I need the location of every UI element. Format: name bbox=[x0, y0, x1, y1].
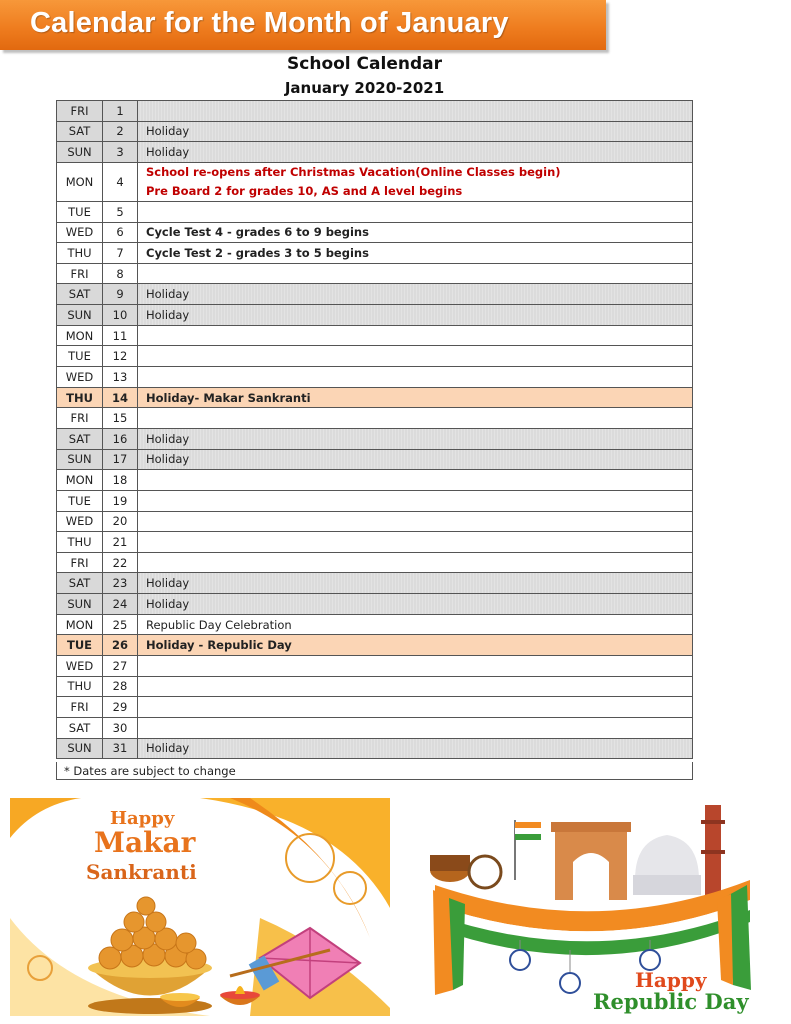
date-cell: 3 bbox=[103, 142, 138, 163]
event-cell bbox=[138, 511, 693, 532]
event-cell: Holiday bbox=[138, 142, 693, 163]
day-cell: THU bbox=[57, 676, 103, 697]
day-cell: FRI bbox=[57, 552, 103, 573]
calendar-row bbox=[57, 201, 693, 222]
event-cell bbox=[138, 552, 693, 573]
date-cell: 22 bbox=[103, 552, 138, 573]
calendar-row bbox=[57, 738, 693, 759]
day-cell: SUN bbox=[57, 305, 103, 326]
event-cell bbox=[138, 676, 693, 697]
date-cell: 15 bbox=[103, 408, 138, 429]
event-cell: Holiday - Republic Day bbox=[138, 635, 693, 656]
event-cell: Holiday bbox=[138, 284, 693, 305]
calendar-row bbox=[57, 614, 693, 635]
event-cell bbox=[138, 532, 693, 553]
date-cell: 13 bbox=[103, 367, 138, 388]
calendar-row bbox=[57, 121, 693, 142]
date-cell: 9 bbox=[103, 284, 138, 305]
date-cell: 25 bbox=[103, 614, 138, 635]
day-cell: WED bbox=[57, 656, 103, 677]
day-cell: TUE bbox=[57, 346, 103, 367]
footnote: * Dates are subject to change bbox=[56, 762, 693, 780]
day-cell: SAT bbox=[57, 428, 103, 449]
date-cell: 7 bbox=[103, 243, 138, 264]
calendar-row bbox=[57, 635, 693, 656]
calendar-row bbox=[57, 532, 693, 553]
day-cell: TUE bbox=[57, 490, 103, 511]
event-cell: Cycle Test 4 - grades 6 to 9 begins bbox=[138, 222, 693, 243]
date-cell: 30 bbox=[103, 717, 138, 738]
calendar-row bbox=[57, 511, 693, 532]
calendar-table bbox=[56, 100, 693, 759]
date-cell: 1 bbox=[103, 101, 138, 122]
day-cell: MON bbox=[57, 614, 103, 635]
event-cell bbox=[138, 656, 693, 677]
event-cell: Holiday bbox=[138, 573, 693, 594]
makar-happy-text: Happy bbox=[110, 808, 175, 829]
date-cell: 12 bbox=[103, 346, 138, 367]
day-cell: SUN bbox=[57, 594, 103, 615]
day-cell: WED bbox=[57, 511, 103, 532]
republic-day-text: Republic Day bbox=[593, 989, 749, 1014]
day-cell: FRI bbox=[57, 408, 103, 429]
day-cell: FRI bbox=[57, 697, 103, 718]
calendar-row bbox=[57, 552, 693, 573]
republic-happy-text: Happy bbox=[635, 968, 707, 992]
calendar-row bbox=[57, 222, 693, 243]
calendar-row bbox=[57, 346, 693, 367]
day-cell: SAT bbox=[57, 121, 103, 142]
event-cell bbox=[138, 101, 693, 122]
date-cell: 2 bbox=[103, 121, 138, 142]
calendar-row bbox=[57, 367, 693, 388]
calendar-row bbox=[57, 162, 693, 201]
date-cell: 5 bbox=[103, 201, 138, 222]
date-cell: 16 bbox=[103, 428, 138, 449]
event-cell: Cycle Test 2 - grades 3 to 5 begins bbox=[138, 243, 693, 264]
date-cell: 4 bbox=[103, 162, 138, 201]
day-cell: THU bbox=[57, 532, 103, 553]
day-cell: SAT bbox=[57, 573, 103, 594]
title-banner bbox=[0, 0, 606, 50]
date-cell: 20 bbox=[103, 511, 138, 532]
document-subtitle: January 2020-2021 bbox=[284, 79, 445, 97]
date-cell: 6 bbox=[103, 222, 138, 243]
day-cell: SUN bbox=[57, 738, 103, 759]
date-cell: 26 bbox=[103, 635, 138, 656]
event-cell bbox=[138, 346, 693, 367]
calendar-row bbox=[57, 676, 693, 697]
day-cell: WED bbox=[57, 367, 103, 388]
calendar-row bbox=[57, 697, 693, 718]
event-line: Pre Board 2 for grades 10, AS and A level begins bbox=[146, 183, 463, 198]
event-cell bbox=[138, 697, 693, 718]
date-cell: 24 bbox=[103, 594, 138, 615]
event-line: School re-opens after Christmas Vacation(Online Classes begin) bbox=[146, 164, 561, 179]
day-cell: SUN bbox=[57, 449, 103, 470]
event-cell: Holiday bbox=[138, 449, 693, 470]
event-cell: Holiday- Makar Sankranti bbox=[138, 387, 693, 408]
date-cell: 28 bbox=[103, 676, 138, 697]
calendar-row bbox=[57, 284, 693, 305]
republic-day-illustration bbox=[405, 800, 780, 1015]
date-cell: 14 bbox=[103, 387, 138, 408]
calendar-row bbox=[57, 594, 693, 615]
calendar-row bbox=[57, 243, 693, 264]
calendar-row bbox=[57, 428, 693, 449]
document-title: School Calendar bbox=[287, 54, 442, 74]
calendar-row bbox=[57, 470, 693, 491]
event-cell bbox=[138, 367, 693, 388]
day-cell: FRI bbox=[57, 101, 103, 122]
date-cell: 23 bbox=[103, 573, 138, 594]
date-cell: 19 bbox=[103, 490, 138, 511]
day-cell: SUN bbox=[57, 142, 103, 163]
calendar-row bbox=[57, 101, 693, 122]
day-cell: WED bbox=[57, 222, 103, 243]
calendar-row bbox=[57, 325, 693, 346]
event-cell bbox=[138, 470, 693, 491]
calendar-row bbox=[57, 408, 693, 429]
makar-sankranti-illustration bbox=[10, 798, 390, 1016]
sankranti-text: Sankranti bbox=[86, 860, 197, 884]
calendar-row bbox=[57, 142, 693, 163]
day-cell: MON bbox=[57, 470, 103, 491]
date-cell: 29 bbox=[103, 697, 138, 718]
event-cell: Holiday bbox=[138, 594, 693, 615]
date-cell: 18 bbox=[103, 470, 138, 491]
banner-title: Calendar for the Month of January bbox=[30, 7, 509, 39]
calendar-row bbox=[57, 387, 693, 408]
calendar-row bbox=[57, 449, 693, 470]
calendar-row bbox=[57, 263, 693, 284]
event-cell: Republic Day Celebration bbox=[138, 614, 693, 635]
event-cell bbox=[138, 325, 693, 346]
makar-sankranti-image bbox=[10, 798, 390, 1016]
event-cell bbox=[138, 263, 693, 284]
date-cell: 27 bbox=[103, 656, 138, 677]
republic-day-image bbox=[405, 800, 780, 1015]
day-cell: SAT bbox=[57, 284, 103, 305]
event-cell: Holiday bbox=[138, 428, 693, 449]
day-cell: MON bbox=[57, 325, 103, 346]
day-cell: TUE bbox=[57, 635, 103, 656]
date-cell: 10 bbox=[103, 305, 138, 326]
date-cell: 17 bbox=[103, 449, 138, 470]
event-cell bbox=[138, 162, 693, 201]
calendar-row bbox=[57, 656, 693, 677]
date-cell: 21 bbox=[103, 532, 138, 553]
day-cell: THU bbox=[57, 243, 103, 264]
event-cell bbox=[138, 717, 693, 738]
event-cell: Holiday bbox=[138, 305, 693, 326]
event-cell bbox=[138, 408, 693, 429]
makar-text: Makar bbox=[94, 826, 196, 859]
calendar-row bbox=[57, 717, 693, 738]
event-cell bbox=[138, 201, 693, 222]
event-cell: Holiday bbox=[138, 121, 693, 142]
calendar-row bbox=[57, 490, 693, 511]
event-cell bbox=[138, 490, 693, 511]
day-cell: TUE bbox=[57, 201, 103, 222]
date-cell: 11 bbox=[103, 325, 138, 346]
day-cell: SAT bbox=[57, 717, 103, 738]
date-cell: 8 bbox=[103, 263, 138, 284]
day-cell: FRI bbox=[57, 263, 103, 284]
event-cell: Holiday bbox=[138, 738, 693, 759]
calendar-row bbox=[57, 573, 693, 594]
day-cell: THU bbox=[57, 387, 103, 408]
day-cell: MON bbox=[57, 162, 103, 201]
date-cell: 31 bbox=[103, 738, 138, 759]
calendar-row bbox=[57, 305, 693, 326]
